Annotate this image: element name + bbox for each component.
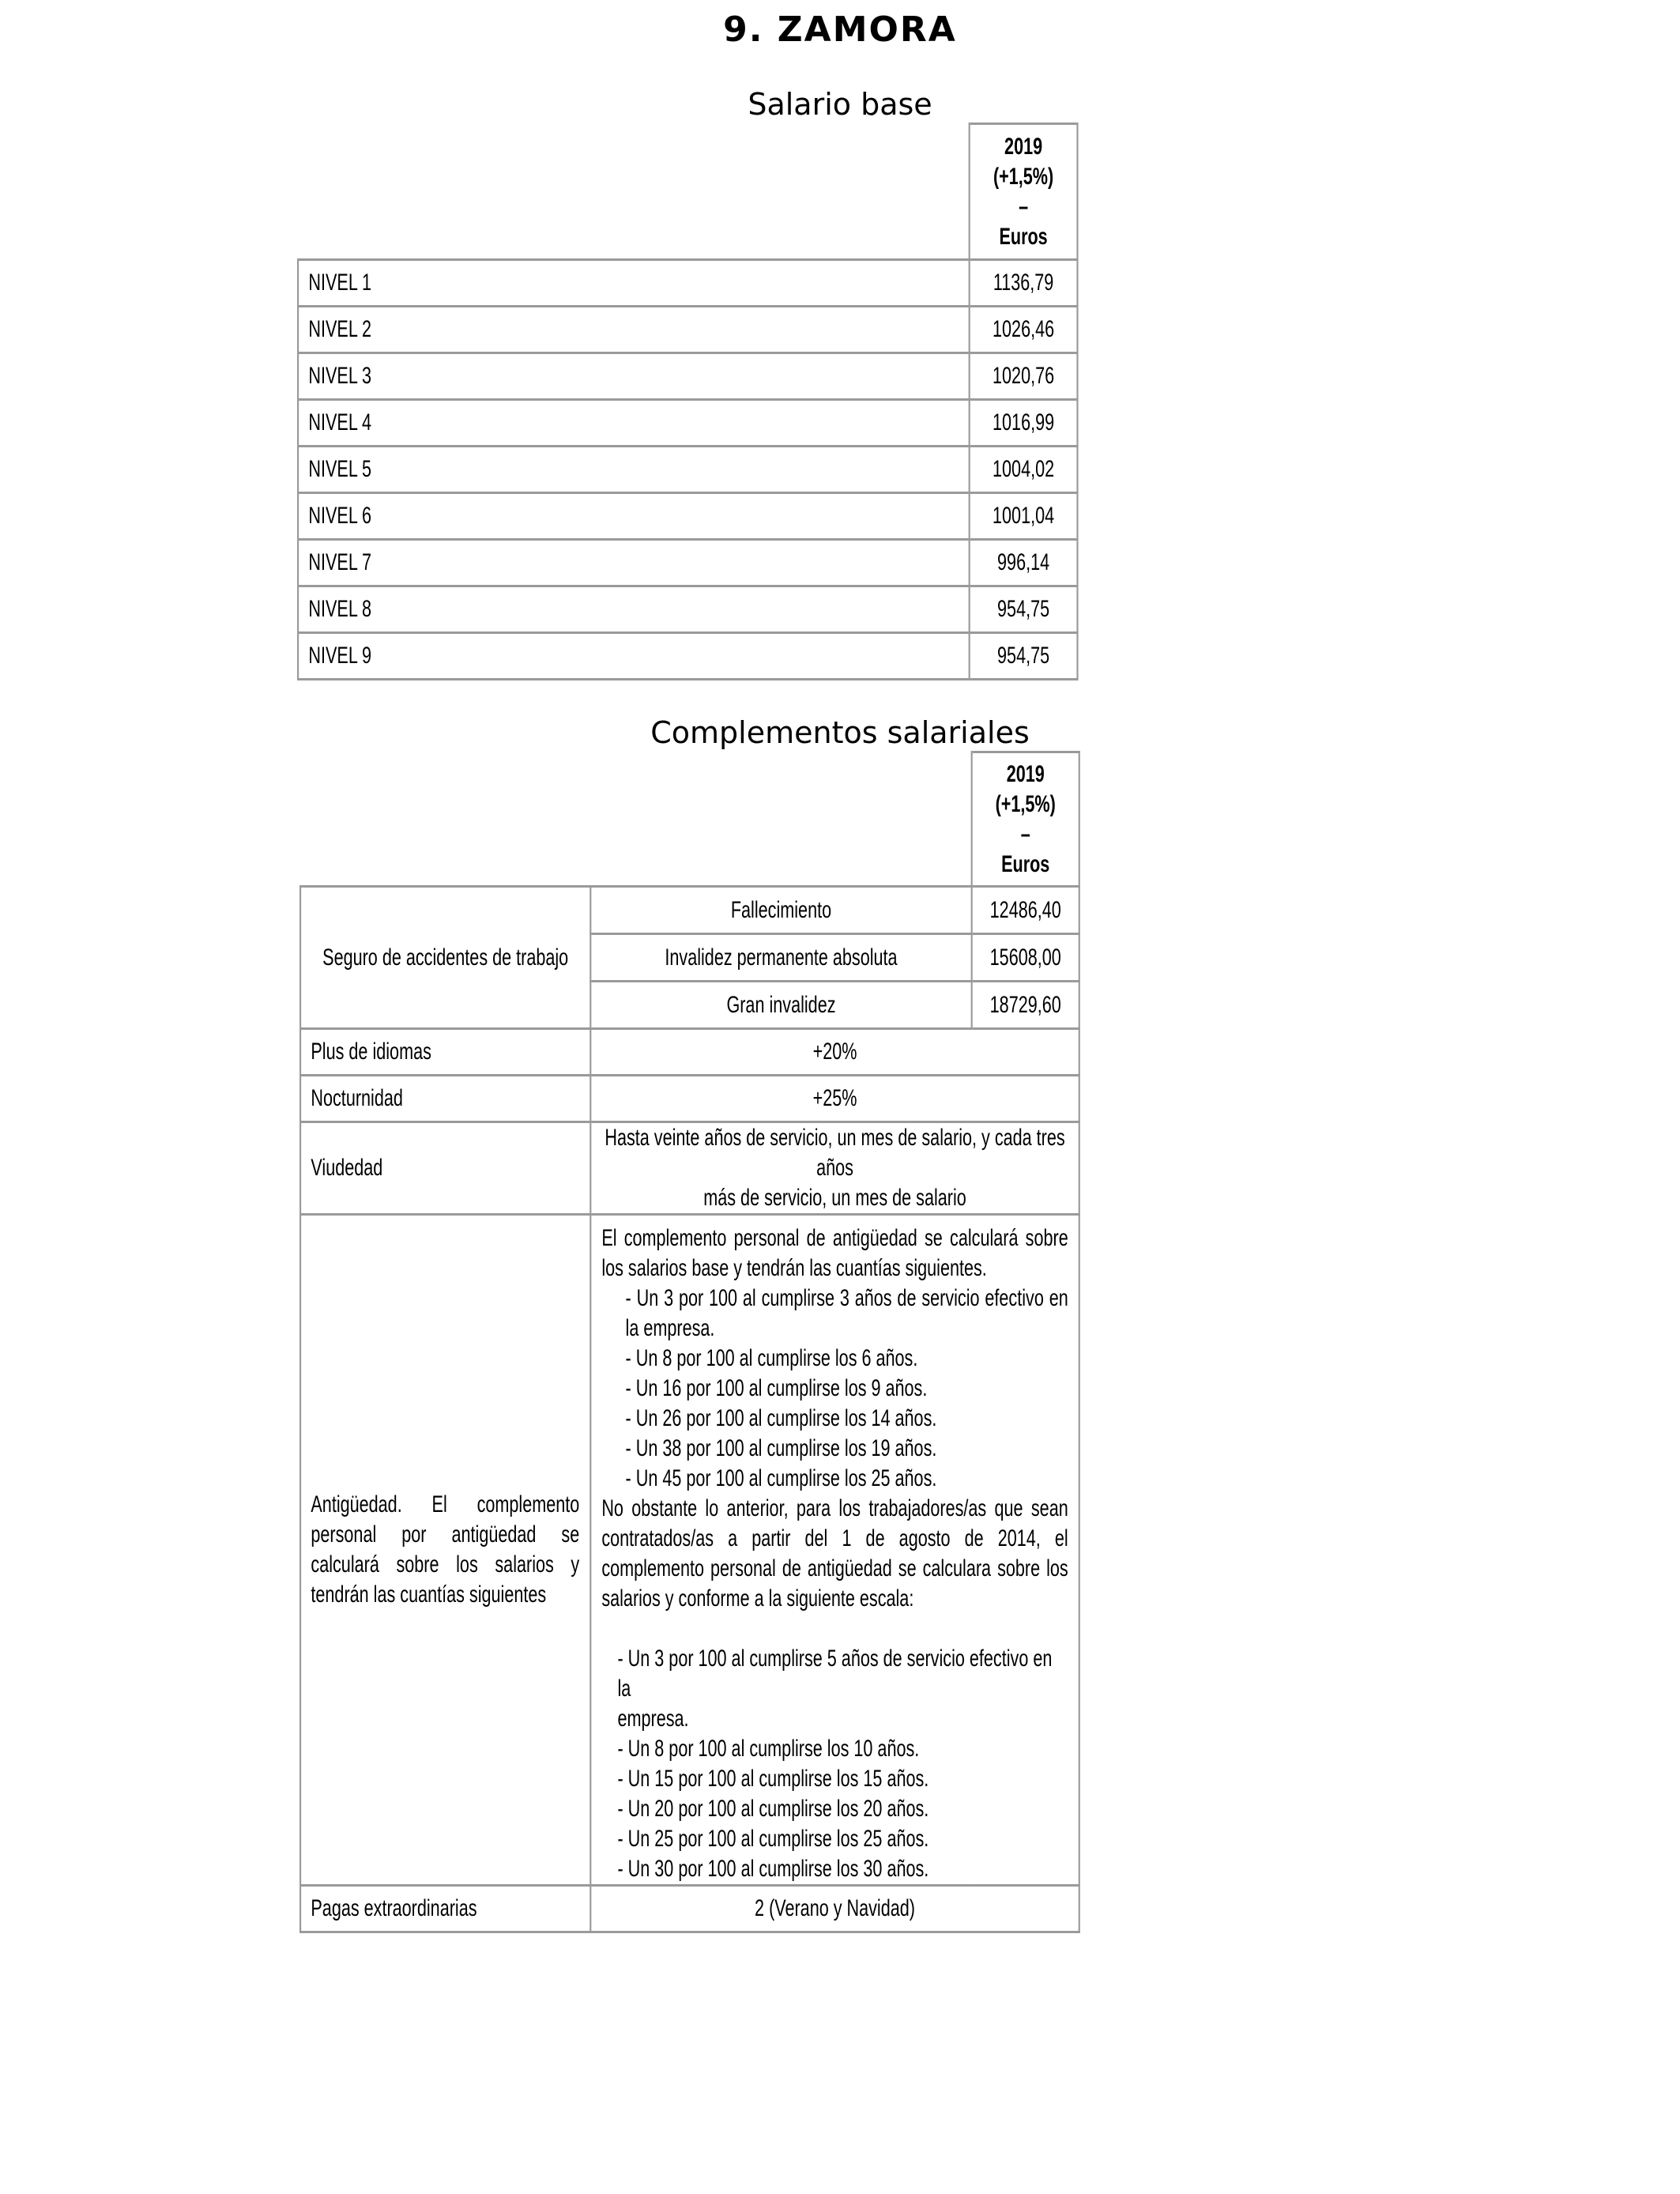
list-item: - Un 3 por 100 al cumplirse 5 años de servicio efectivo en la [617, 1646, 1053, 1702]
antiguedad-value [590, 1215, 1079, 1886]
antiguedad-intro: El complemento personal de antigüedad se calculará sobre los salarios base y tendrán las cuantías siguientes. [601, 1225, 1068, 1281]
pagas-label: Pagas extraordinarias [300, 1886, 590, 1932]
nivel-label: NIVEL 2 [298, 307, 970, 353]
table-row [298, 633, 1077, 680]
list-item: - Un 15 por 100 al cumplirse los 15 años. [617, 1766, 929, 1792]
nivel-value: 1004,02 [970, 447, 1078, 493]
list-item: - Un 38 por 100 al cumplirse los 19 años. [625, 1435, 937, 1461]
seguro-item-value: 18729,60 [972, 982, 1079, 1029]
nivel-value: 1026,46 [970, 307, 1078, 353]
table-row [298, 400, 1077, 447]
list-item: - Un 8 por 100 al cumplirse los 10 años. [617, 1736, 920, 1762]
seguro-label: Seguro de accidentes de trabajo [300, 887, 590, 1029]
list-item: - Un 26 por 100 al cumplirse los 14 años. [625, 1405, 937, 1431]
page-title: 9. ZAMORA [723, 9, 957, 50]
nivel-value: 1020,76 [970, 353, 1078, 400]
table-row [298, 447, 1077, 493]
plus-idiomas-label: Plus de idiomas [300, 1029, 590, 1076]
antiguedad-list-2 [601, 1644, 1068, 1884]
nocturnidad-label: Nocturnidad [300, 1076, 590, 1122]
list-item: empresa. [617, 1706, 689, 1732]
viudedad-label: Viudedad [300, 1122, 590, 1215]
list-item: - Un 8 por 100 al cumplirse los 6 años. [625, 1345, 918, 1371]
salario-base-title: Salario base [748, 87, 932, 122]
nivel-value: 1136,79 [970, 260, 1078, 307]
seguro-item-value: 12486,40 [972, 887, 1079, 934]
nivel-value: 1016,99 [970, 400, 1078, 447]
complementos-table [299, 751, 1080, 1933]
list-item: - Un 30 por 100 al cumplirse los 30 años. [617, 1856, 929, 1882]
list-item: - Un 20 por 100 al cumplirse los 20 años. [617, 1796, 929, 1822]
nocturnidad-value: +25% [590, 1076, 1079, 1122]
nivel-label: NIVEL 7 [298, 540, 970, 586]
antiguedad-label: Antigüedad. El complemento personal por antigüedad se calculará sobre los salarios y tendrán las cuantías siguientes [300, 1215, 590, 1886]
list-item: - Un 25 por 100 al cumplirse los 25 años. [617, 1826, 929, 1852]
antiguedad-list-1 [601, 1284, 1068, 1494]
nivel-label: NIVEL 9 [298, 633, 970, 680]
nivel-label: NIVEL 6 [298, 493, 970, 540]
nivel-label: NIVEL 1 [298, 260, 970, 307]
complementos-title: Complementos salariales [650, 715, 1030, 750]
nivel-value: 996,14 [970, 540, 1078, 586]
nivel-value: 954,75 [970, 586, 1078, 633]
list-item: - Un 45 por 100 al cumplirse los 25 años. [625, 1465, 937, 1491]
table-row [298, 586, 1077, 633]
nivel-value: 954,75 [970, 633, 1078, 680]
seguro-item-label: Fallecimiento [590, 887, 971, 934]
nivel-label: NIVEL 8 [298, 586, 970, 633]
plus-idiomas-value: +20% [590, 1029, 1079, 1076]
list-item: - Un 16 por 100 al cumplirse los 9 años. [625, 1375, 928, 1401]
nivel-value: 1001,04 [970, 493, 1078, 540]
table-row [298, 260, 1077, 307]
viudedad-value: Hasta veinte años de servicio, un mes de salario, y cada tres años más de servicio, un mes de salario [590, 1122, 1079, 1215]
complementos-header: 2019 (+1,5%) – Euros [972, 752, 1079, 887]
table-row [298, 540, 1077, 586]
seguro-item-label: Invalidez permanente absoluta [590, 934, 971, 982]
table-row [298, 307, 1077, 353]
salario-base-table [297, 123, 1079, 680]
table-row [298, 353, 1077, 400]
nivel-label: NIVEL 5 [298, 447, 970, 493]
pagas-value: 2 (Verano y Navidad) [590, 1886, 1079, 1932]
seguro-item-value: 15608,00 [972, 934, 1079, 982]
antiguedad-middle: No obstante lo anterior, para los trabajadores/as que sean contratados/as a partir del 1 de agosto de 2014, el complemento personal de antigüedad se calculara sobre los salarios y conforme a la siguiente escala: [601, 1495, 1068, 1612]
seguro-item-label: Gran invalidez [590, 982, 971, 1029]
list-item: - Un 3 por 100 al cumplirse 3 años de servicio efectivo en la empresa. [625, 1285, 1068, 1341]
table-row [298, 493, 1077, 540]
salario-base-header: 2019 (+1,5%) – Euros [970, 124, 1078, 260]
nivel-label: NIVEL 4 [298, 400, 970, 447]
nivel-label: NIVEL 3 [298, 353, 970, 400]
